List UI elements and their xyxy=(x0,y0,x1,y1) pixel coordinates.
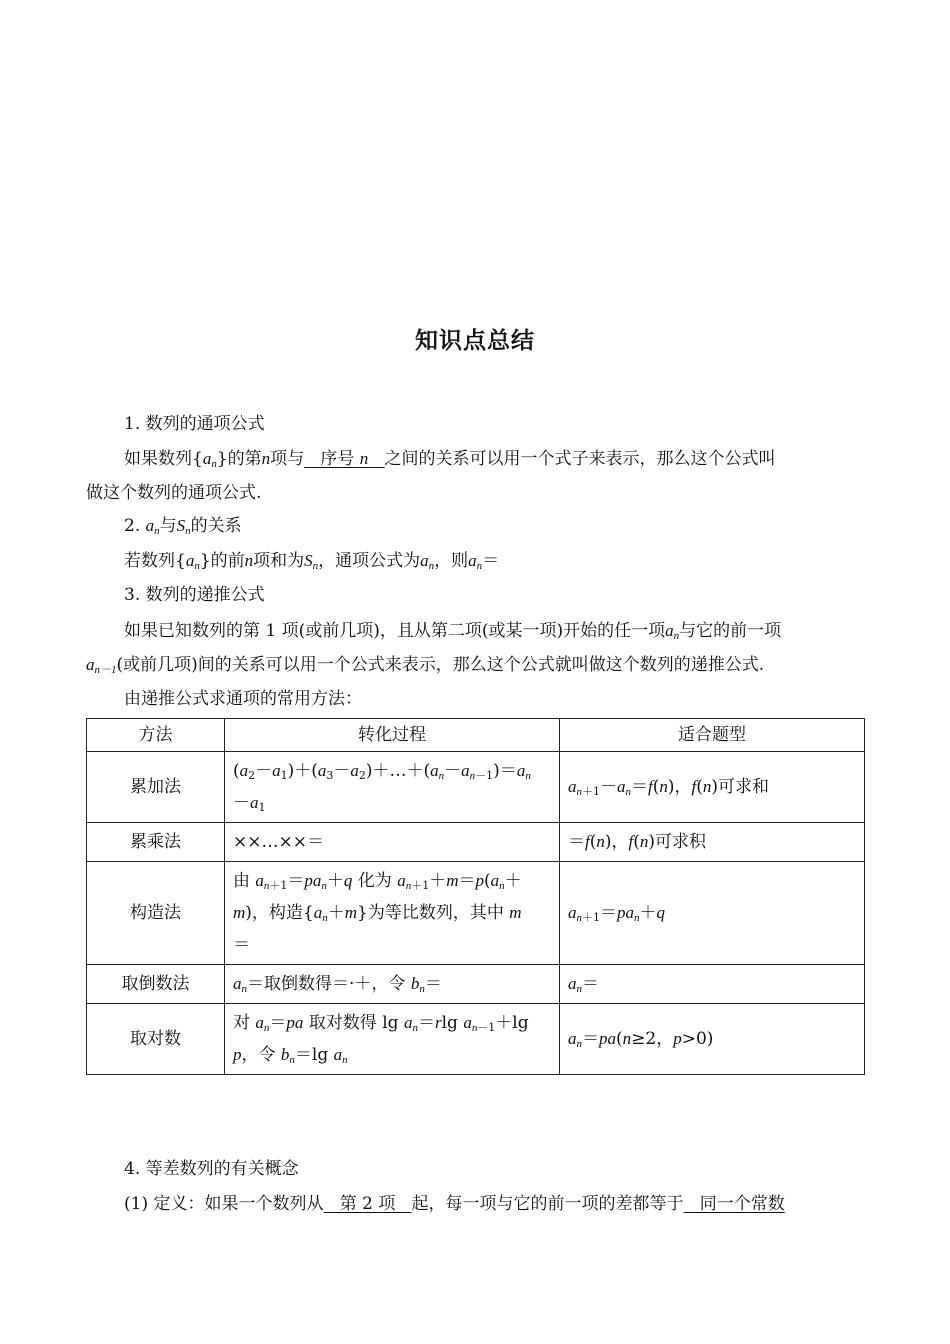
page-title: 知识点总结 xyxy=(415,327,535,354)
method-process: $(a_2-a_1)+(a_3-a_2)+\dots+(a_n-a_{n-1})=a_n$ $-a_1$ xyxy=(225,752,560,823)
table-header-row xyxy=(87,719,865,752)
method-process: $a_n=$取倒数得＝·＋，令 $b_n=$ xyxy=(225,965,560,1004)
method-process: ××…××＝ xyxy=(225,823,560,862)
methods-table xyxy=(86,718,865,1075)
section-2-heading: 2. $a_n$与$S_n$的关系 xyxy=(124,516,242,537)
section-1-paragraph: 如果数列$\{a_n\}$的第n项与 序号 n 之间的关系可以用一个式子来表示，那么这个公式叫 xyxy=(124,449,776,470)
table-header-method: 方法 xyxy=(87,719,225,752)
table-row xyxy=(87,965,865,1004)
method-name: 累加法 xyxy=(87,752,225,823)
section-3-paragraph-cont: $a_{n-1}$(或前几项)间的关系可以用一个公式来表示，那么这个公式就叫做这个数列的递推公式. xyxy=(86,655,765,676)
fill-blank-3: 同一个常数 xyxy=(683,1194,785,1214)
method-apply: $a_n=$ xyxy=(560,965,865,1004)
method-apply: $a_{n+1}=pa_n+q$ xyxy=(560,862,865,965)
method-name: 构造法 xyxy=(87,862,225,965)
table-header-apply: 适合题型 xyxy=(560,719,865,752)
section-3-paragraph: 如果已知数列的第 1 项(或前几项)，且从第二项(或某一项)开始的任一项$a_n$与它的前一项 xyxy=(124,621,782,642)
method-name: 取倒数法 xyxy=(87,965,225,1004)
table-row xyxy=(87,1004,865,1075)
method-apply: $a_n=pa(n\ge 2$，p>0) xyxy=(560,1004,865,1075)
section-1-paragraph-cont: 做这个数列的通项公式. xyxy=(86,483,262,503)
section-4-definition: (1) 定义：如果一个数列从 第 2 项 起，每一项与它的前一项的差都等于 同一个常数 xyxy=(124,1194,785,1214)
method-name: 累乘法 xyxy=(87,823,225,862)
table-row xyxy=(87,862,865,965)
method-process: 由 $a_{n+1}=pa_n+q$ 化为 $a_{n+1}+m=p(a_n+$ m)，构造$\{a_n+m\}$为等比数列，其中 m ＝ xyxy=(225,862,560,965)
table-header-process: 转化过程 xyxy=(225,719,560,752)
section-3-heading: 3. 数列的递推公式 xyxy=(124,585,265,605)
method-apply: ＝f(n)，f(n)可求积 xyxy=(560,823,865,862)
method-apply: $a_{n+1}-a_n=f(n)$，f(n)可求和 xyxy=(560,752,865,823)
fill-blank-1: 序号 n xyxy=(304,449,369,469)
method-process: 对 $a_n=pa$ 取对数得 $\lg a_n=rlg$ $a_{n-1}+\lg$ p，令 $b_n=\lg$ $a_n$ xyxy=(225,1004,560,1075)
table-row xyxy=(87,823,865,862)
section-2-paragraph: 若数列$\{a_n\}$的前n项和为$S_n$，通项公式为$a_n$，则$a_n=$ xyxy=(124,551,500,572)
section-4-heading: 4. 等差数列的有关概念 xyxy=(124,1159,299,1179)
section-1-heading: 1. 数列的通项公式 xyxy=(124,414,265,434)
fill-blank-2: 第 2 项 xyxy=(323,1194,412,1214)
section-3-table-intro: 由递推公式求通项的常用方法： xyxy=(124,689,362,709)
method-name: 取对数 xyxy=(87,1004,225,1075)
table-row xyxy=(87,752,865,823)
